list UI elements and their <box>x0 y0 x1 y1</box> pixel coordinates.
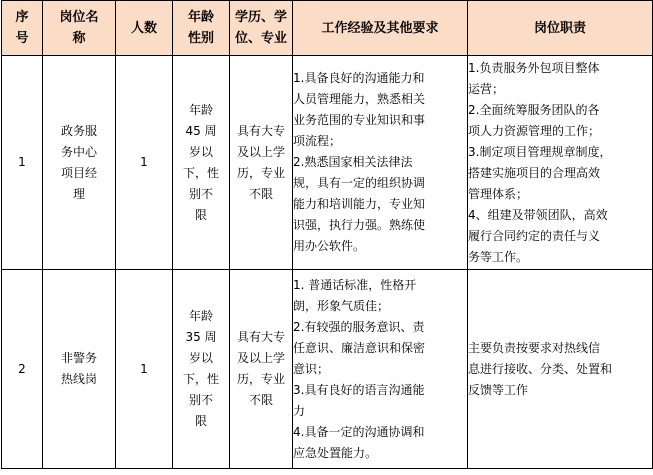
cell-education: 具有大专 及以上学 历，专业 不限 <box>230 56 293 270</box>
cell-seq: 2 <box>2 270 43 469</box>
cell-seq: 1 <box>2 56 43 270</box>
header-experience: 工作经验及其他要求 <box>293 1 468 56</box>
table-row <box>2 270 653 469</box>
job-requirements-table <box>1 0 653 469</box>
table-row <box>2 56 653 270</box>
header-education: 学历、学 位、专业 <box>230 1 293 56</box>
cell-education: 具有大专 及以上学 历，专业 不限 <box>230 270 293 469</box>
header-duties: 岗位职责 <box>468 1 653 56</box>
cell-position: 非警务 热线岗 <box>43 270 116 469</box>
cell-duties: 1.负责服务外包项目整体 运营； 2.全面统筹服务团队的各 项人力资源管理的工作； 3.制定项目管理规章制度， 搭建实施项目的合理高效 管理体系； 4、组建及带领团队，高效 履行合同约定的责任与义 务等工作。 <box>468 56 653 270</box>
header-count: 人数 <box>116 1 173 56</box>
header-position: 岗位名 称 <box>43 1 116 56</box>
cell-experience: 1. 普通话标准，性格开 朗，形象气质佳； 2.有较强的服务意识、责 任意识、廉洁意识和保密 意识； 3.具有良好的语言沟通能 力 4.具备一定的沟通协调和 应急处置能力。 <box>293 270 468 469</box>
cell-duties: 主要负责按要求对热线信 息进行接收、分类、处置和 反馈等工作 <box>468 270 653 469</box>
cell-age-gender: 年龄 35 周 岁以 下，性 别不 限 <box>173 270 230 469</box>
header-age-gender: 年龄 性别 <box>173 1 230 56</box>
header-seq: 序 号 <box>2 1 43 56</box>
cell-count: 1 <box>116 56 173 270</box>
cell-experience: 1.具备良好的沟通能力和 人员管理能力，熟悉相关 业务范围的专业知识和事 项流程； 2.熟悉国家相关法律法 规，具有一定的组织协调 能力和培训能力，专业知 识强，执行力强。熟练使 用办公软件。 <box>293 56 468 270</box>
cell-age-gender: 年龄 45 周 岁以 下，性 别不 限 <box>173 56 230 270</box>
cell-count: 1 <box>116 270 173 469</box>
cell-position: 政务服 务中心 项目经 理 <box>43 56 116 270</box>
header-row <box>2 1 653 56</box>
